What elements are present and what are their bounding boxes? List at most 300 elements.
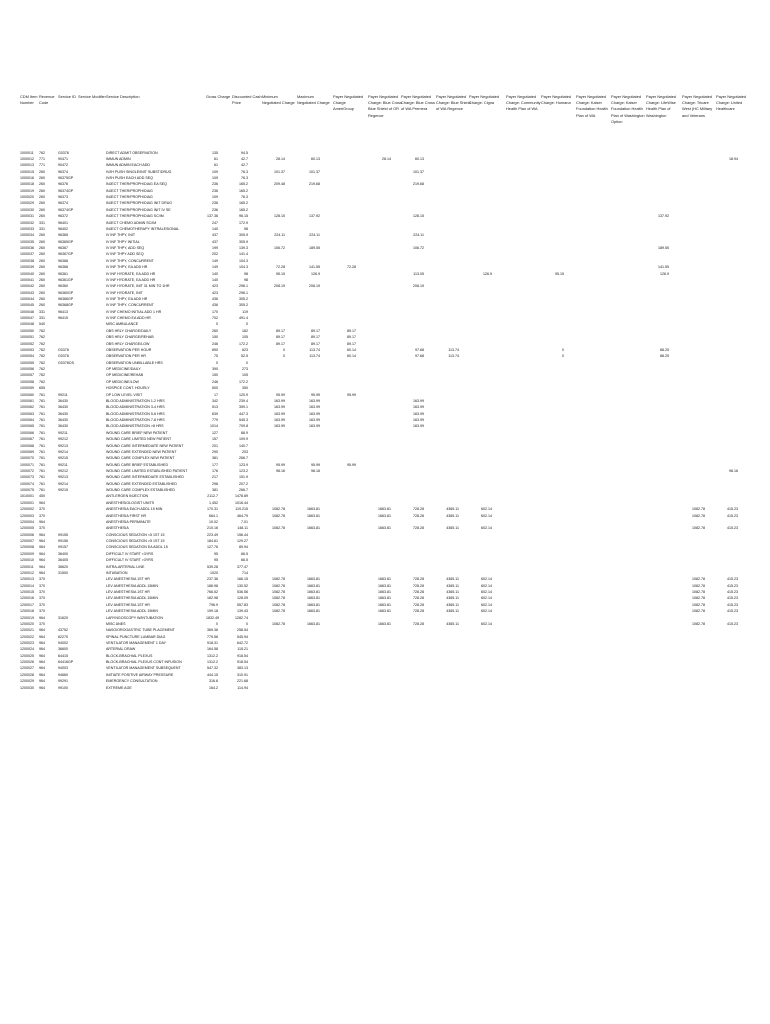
table-cell: 76.3 bbox=[241, 195, 248, 200]
table-cell: 305.2 bbox=[239, 297, 248, 301]
table-cell: 1200005 bbox=[20, 526, 34, 531]
table-cell: 115.21 bbox=[237, 647, 248, 652]
table-cell: 89.94 bbox=[239, 545, 248, 550]
table-cell: 96402 bbox=[58, 226, 68, 231]
table-cell: 64415 bbox=[58, 653, 68, 658]
table-cell: 101.37 bbox=[274, 169, 285, 174]
table-cell: 95.99 bbox=[347, 392, 356, 397]
table-cell: OP MEDICINE/REHAB bbox=[106, 373, 144, 378]
table-cell: 99213 bbox=[58, 443, 68, 448]
table-cell: 260 bbox=[39, 246, 45, 251]
table-cell: 260 bbox=[39, 284, 45, 289]
table-cell: 331 bbox=[39, 316, 45, 321]
table-cell: 1663.81 bbox=[307, 513, 320, 518]
table-cell: 99211 bbox=[58, 392, 68, 397]
table-cell: 96360 bbox=[58, 284, 68, 289]
table-cell: 1200008 bbox=[20, 545, 34, 550]
table-cell: 4365.11 bbox=[446, 507, 459, 512]
column-header-line: Discounted Cash bbox=[232, 94, 262, 99]
table-cell: 163.99 bbox=[413, 405, 424, 410]
table-cell: WOUND CARE INTERMEDIATE ESTABLISHED bbox=[106, 475, 184, 480]
table-cell: 94660 bbox=[58, 672, 68, 677]
table-cell: 119 bbox=[242, 309, 248, 314]
table-cell: 383.13 bbox=[237, 666, 248, 671]
table-cell: 99215 bbox=[58, 456, 68, 461]
table-cell: INJECT THER/PROPH/DIAG INIT DRUG bbox=[106, 201, 173, 206]
table-cell: EXTREME AGE bbox=[106, 685, 132, 690]
column-header-line: Gross Charge bbox=[206, 94, 231, 99]
table-cell: 260 bbox=[39, 182, 45, 187]
table-cell: 370 bbox=[39, 621, 45, 626]
table-cell: 113.05 bbox=[413, 271, 424, 276]
table-cell: 1663.81 bbox=[307, 590, 320, 595]
table-cell: IMMUN ADMIN bbox=[106, 156, 131, 161]
column-header-line: Washington bbox=[646, 112, 667, 118]
table-cell: IV INF THPY, INIT bbox=[106, 233, 136, 238]
table-cell: 1200014 bbox=[20, 583, 34, 588]
table-cell: 370 bbox=[39, 609, 45, 614]
table-cell: 1082.78 bbox=[272, 526, 285, 531]
table-cell: 236 bbox=[212, 201, 218, 206]
table-cell: 99212 bbox=[58, 469, 68, 473]
table-cell: 1200028 bbox=[20, 672, 34, 677]
table-cell: SPINAL PUNCTURE LUMBAR DIAG bbox=[106, 634, 166, 639]
table-cell: 1000060 bbox=[20, 392, 34, 397]
table-cell: OBSERVATION UNBILLABLE HRS bbox=[106, 360, 163, 365]
table-cell: 1000045 bbox=[20, 303, 34, 308]
table-cell: 1010001 bbox=[20, 494, 34, 499]
table-cell: 779.56 bbox=[207, 634, 218, 639]
table-cell: 761 bbox=[39, 475, 45, 480]
table-cell: OBS HRLY CHARGE/REHAB bbox=[106, 335, 154, 340]
table-cell: 1082.78 bbox=[272, 602, 285, 607]
column-header bbox=[232, 94, 262, 106]
table-cell: 113.74 bbox=[309, 347, 320, 352]
table-cell: 359.1 bbox=[239, 405, 248, 410]
table-cell: 1000011 bbox=[20, 150, 34, 155]
table-cell: ANESTHESIA bbox=[106, 526, 129, 531]
table-cell: 182.98 bbox=[207, 596, 218, 601]
table-cell: 1200021 bbox=[20, 628, 34, 633]
table-cell: 96367GP bbox=[58, 252, 74, 257]
table-cell: DIFFICULT IV START >3YRS bbox=[106, 558, 154, 563]
table-cell: 96365GP bbox=[58, 239, 74, 244]
table-cell: 370 bbox=[39, 507, 45, 512]
table-cell: 60.13 bbox=[311, 156, 320, 161]
table-cell: 602.14 bbox=[481, 609, 492, 614]
table-cell: 964 bbox=[39, 519, 45, 524]
column-header-line: Payer Negotiated bbox=[576, 94, 607, 99]
table-cell: 4365.11 bbox=[446, 590, 459, 595]
table-cell: 655 bbox=[39, 386, 45, 391]
column-header-line: Number bbox=[20, 100, 34, 106]
table-cell: 1082.78 bbox=[272, 577, 285, 582]
column-header-line: Charge bbox=[333, 100, 346, 106]
table-cell: 141.55 bbox=[309, 265, 320, 270]
table-cell: EMERGENCY CONSULTATION bbox=[106, 679, 158, 684]
table-cell: 702 bbox=[212, 316, 218, 321]
table-cell: BLOOD ADMINISTRATION 3-4 HRS bbox=[106, 405, 165, 410]
table-cell: 1000037 bbox=[20, 252, 34, 257]
table-cell: NASO/OROGASTRIC TUBE PLACEMENT bbox=[106, 628, 175, 633]
table-cell: 536.56 bbox=[237, 590, 248, 595]
table-cell: 602.14 bbox=[481, 590, 492, 595]
table-cell: 94002 bbox=[58, 640, 68, 645]
table-cell: 1000029 bbox=[20, 201, 34, 206]
table-cell: 104.3 bbox=[239, 258, 248, 263]
table-cell: 96415 bbox=[58, 316, 68, 321]
table-cell: 89.17 bbox=[347, 328, 356, 333]
table-cell: 1000043 bbox=[20, 290, 34, 295]
table-cell: 137.92 bbox=[309, 214, 320, 219]
table-cell: 728.28 bbox=[413, 526, 424, 531]
column-header-line: Negotiated Charge bbox=[297, 100, 330, 106]
table-cell: 602.14 bbox=[481, 507, 492, 512]
table-cell: 123.2 bbox=[239, 469, 248, 473]
table-cell: 370 bbox=[39, 513, 45, 518]
table-cell: 602.14 bbox=[481, 621, 492, 626]
table-cell: 918.54 bbox=[237, 660, 248, 665]
table-cell: 491.4 bbox=[239, 316, 248, 321]
table-cell: 60.14 bbox=[347, 347, 356, 352]
table-cell: 96413 bbox=[58, 309, 68, 314]
table-cell: 728.28 bbox=[413, 590, 424, 595]
table-cell: 260 bbox=[39, 169, 45, 174]
table-cell: 36430 bbox=[58, 411, 68, 416]
table-cell: 150 bbox=[212, 373, 218, 378]
table-cell: 1000065 bbox=[20, 424, 34, 429]
table-cell: 1663.81 bbox=[307, 596, 320, 601]
table-cell: 109 bbox=[212, 169, 218, 174]
table-cell: LEV ANESTHESIA ADDL 15MIN bbox=[106, 596, 158, 601]
table-cell: 219.68 bbox=[413, 182, 424, 187]
table-cell: 98 bbox=[244, 226, 248, 231]
table-cell: 1200006 bbox=[20, 532, 34, 537]
table-cell: 1663.81 bbox=[307, 609, 320, 614]
table-cell: 1200010 bbox=[20, 558, 34, 563]
table-cell: 415.23 bbox=[727, 577, 738, 582]
table-cell: 1200023 bbox=[20, 640, 34, 645]
table-cell: 163.99 bbox=[274, 424, 285, 429]
column-header bbox=[401, 94, 435, 113]
column-header-line: Negotiated Charge bbox=[262, 100, 295, 106]
column-header-line: Code bbox=[39, 100, 49, 106]
table-cell: G0378 bbox=[58, 150, 69, 155]
table-cell: 172.2 bbox=[239, 341, 248, 346]
table-cell: 762 bbox=[39, 367, 45, 372]
table-cell: 761 bbox=[39, 456, 45, 461]
table-cell: 342 bbox=[212, 398, 218, 403]
table-cell: 221.68 bbox=[237, 679, 248, 684]
table-cell: 164.2 bbox=[209, 685, 218, 690]
table-cell: 189.55 bbox=[658, 246, 669, 251]
column-header-line: Revenue bbox=[39, 94, 55, 99]
table-cell: 113.74 bbox=[448, 347, 459, 352]
table-cell: 236 bbox=[212, 207, 218, 212]
table-cell: 28.14 bbox=[276, 156, 285, 161]
table-cell: 1200020 bbox=[20, 621, 34, 626]
table-cell: 602.14 bbox=[481, 513, 492, 518]
table-cell: LEV ANESTHESIA ADDL 15MIN bbox=[106, 583, 158, 588]
table-cell: IV INF THPY INITIAL bbox=[106, 239, 140, 244]
table-cell: 1663.81 bbox=[307, 507, 320, 512]
table-cell: WOUND CARE LIMITED NEW PATIENT bbox=[106, 437, 172, 442]
table-cell: 89.17 bbox=[311, 335, 320, 340]
column-header-line: Maximum bbox=[297, 94, 314, 99]
table-cell: 224.11 bbox=[274, 233, 285, 238]
table-cell: 139.3 bbox=[239, 246, 248, 251]
column-header-line: Price bbox=[232, 100, 241, 106]
table-cell: 90471 bbox=[58, 156, 68, 161]
table-cell: 137.92 bbox=[658, 214, 669, 219]
table-cell: IV INF THPY, ADD SEQ bbox=[106, 246, 145, 251]
table-cell: 1200011 bbox=[20, 564, 34, 569]
table-cell: 43752 bbox=[58, 628, 68, 633]
table-cell: 88.25 bbox=[660, 347, 669, 352]
table-cell: 1000015 bbox=[20, 169, 34, 174]
table-cell: 89.17 bbox=[276, 341, 285, 346]
table-cell: 95.99 bbox=[347, 462, 356, 467]
column-header-line: Payer Negotiated bbox=[333, 94, 364, 99]
table-cell: 602.14 bbox=[481, 583, 492, 588]
table-cell: 166.15 bbox=[237, 577, 248, 582]
table-cell: 163.99 bbox=[274, 405, 285, 410]
column-header-line: Foundation Health bbox=[576, 106, 608, 112]
table-cell: 76.3 bbox=[241, 169, 248, 174]
table-cell: 95.15 bbox=[555, 271, 564, 276]
column-header-line: Payer Negotiated bbox=[716, 94, 747, 99]
table-cell: IV INF HYDRATE, EA ADD HR bbox=[106, 271, 156, 276]
table-cell: INITIATE POSITIVE AIRWAY PRESSURE bbox=[106, 672, 174, 677]
table-cell: LEV ANESTHESIA 1ST HR bbox=[106, 602, 150, 607]
table-cell: 761 bbox=[39, 488, 45, 493]
table-cell: 89.17 bbox=[347, 341, 356, 346]
table-cell: 664.1 bbox=[209, 513, 218, 518]
table-cell: BLOOD ADMINISTRATION 1-2 HRS bbox=[106, 398, 165, 403]
column-header-line: Charge: Tricare bbox=[682, 100, 709, 106]
table-cell: 623 bbox=[242, 347, 248, 352]
table-cell: 165.2 bbox=[239, 182, 248, 187]
column-header-line: Payer Negotiated bbox=[436, 94, 467, 99]
table-cell: 1000071 bbox=[20, 462, 34, 467]
table-cell: 99214 bbox=[58, 449, 68, 454]
table-cell: 4365.11 bbox=[446, 577, 459, 582]
table-cell: 114.94 bbox=[237, 685, 248, 690]
table-cell: 762 bbox=[39, 335, 45, 340]
table-cell: 62270 bbox=[58, 634, 68, 639]
table-cell: 642.72 bbox=[237, 640, 248, 645]
table-cell: 239.4 bbox=[239, 398, 248, 403]
table-cell: INTRA-ARTERIAL LINE bbox=[106, 564, 145, 569]
column-header bbox=[58, 94, 76, 100]
table-cell: 762 bbox=[39, 354, 45, 359]
table-cell: 140.7 bbox=[239, 443, 248, 448]
table-cell: 96401 bbox=[58, 220, 68, 225]
table-cell: INJECT THER/PROPH/DIAG bbox=[106, 195, 153, 200]
table-cell: INJECT THER/PROPH/DIAG SC/IM bbox=[106, 214, 164, 219]
table-cell: 1000070 bbox=[20, 456, 34, 461]
table-cell: 98.16 bbox=[729, 469, 738, 473]
table-cell: 95.99 bbox=[276, 462, 285, 467]
table-cell: 423 bbox=[212, 284, 218, 289]
table-cell: 163.99 bbox=[274, 398, 285, 403]
column-header-line: Plan of Washington bbox=[611, 112, 645, 118]
table-cell: 602.14 bbox=[481, 577, 492, 582]
table-cell: 415.23 bbox=[727, 590, 738, 595]
table-cell: OP LOW LEVEL VISIT bbox=[106, 392, 143, 397]
table-cell: 224.11 bbox=[413, 233, 424, 238]
table-cell: 0 bbox=[216, 322, 218, 327]
table-cell: 728.28 bbox=[413, 609, 424, 614]
table-cell: 415.23 bbox=[727, 596, 738, 601]
table-cell: 761 bbox=[39, 449, 45, 454]
table-cell: 99214 bbox=[58, 481, 68, 486]
table-cell: 557.83 bbox=[237, 602, 248, 607]
table-cell: 377.47 bbox=[237, 564, 248, 569]
table-cell: 163.99 bbox=[413, 418, 424, 423]
table-cell: 4365.11 bbox=[446, 609, 459, 614]
table-cell: 602.14 bbox=[481, 602, 492, 607]
table-cell: 1082.78 bbox=[272, 590, 285, 595]
table-cell: 246 bbox=[212, 341, 218, 346]
table-cell: 72.28 bbox=[276, 265, 285, 270]
table-cell: 130.52 bbox=[237, 583, 248, 588]
table-cell: 237.36 bbox=[207, 577, 218, 582]
column-header-line: Charge: Kaiser bbox=[611, 100, 637, 106]
table-cell: 96365 bbox=[58, 233, 68, 238]
column-header-line: and Veterans bbox=[682, 112, 705, 118]
table-cell: 964 bbox=[39, 685, 45, 690]
column-header-line: of WA Regence bbox=[436, 106, 463, 112]
table-cell: IMMUN ADMIN EACH ADD bbox=[106, 163, 150, 168]
table-cell: 1000054 bbox=[20, 354, 34, 359]
table-cell: 98.16 bbox=[311, 469, 320, 473]
table-cell: 126.9 bbox=[311, 271, 320, 276]
table-cell: 1200029 bbox=[20, 679, 34, 684]
table-cell: 189.55 bbox=[309, 246, 320, 251]
column-header bbox=[20, 94, 38, 106]
table-cell: 296 bbox=[212, 481, 218, 486]
table-cell: WOUND CARE INTERMEDIATE NEW PATIENT bbox=[106, 443, 184, 448]
table-cell: 0 bbox=[246, 360, 248, 365]
table-cell: 1020 bbox=[210, 570, 218, 575]
table-cell: 113.74 bbox=[448, 354, 459, 359]
table-cell: VENTILATOR MANAGEMENT SUBSEQUENT bbox=[106, 666, 181, 671]
table-cell: 513 bbox=[212, 405, 218, 410]
table-cell: BLOCK-BRACHIAL PLEXUS CONT INFUSION bbox=[106, 660, 182, 665]
table-cell: 1000064 bbox=[20, 418, 34, 423]
column-header-line: Blue Shield of OR bbox=[368, 106, 399, 112]
table-cell: 1014 bbox=[210, 424, 218, 429]
table-cell: 1000016 bbox=[20, 175, 34, 180]
table-cell: 96366GP bbox=[58, 297, 74, 301]
table-cell: LARYNGOSCOPY W/INTUBATION bbox=[106, 615, 163, 620]
table-cell: 415.23 bbox=[727, 621, 738, 626]
table-cell: 1663.81 bbox=[378, 609, 391, 614]
table-cell: 415.23 bbox=[727, 507, 738, 512]
table-cell: LEV ANESTHESIA 1ST HR bbox=[106, 577, 150, 582]
column-header-line: Charge: Humana bbox=[541, 100, 571, 106]
table-cell: OP MEDICINE/LOW bbox=[106, 379, 139, 384]
table-cell: 105 bbox=[242, 335, 248, 340]
table-cell: 316.6 bbox=[209, 679, 218, 684]
table-cell: 90472 bbox=[58, 163, 68, 168]
table-cell: 761 bbox=[39, 443, 45, 448]
table-cell: 163.99 bbox=[413, 398, 424, 403]
table-cell: 95.15 bbox=[276, 271, 285, 276]
table-cell: 96.15 bbox=[239, 214, 248, 219]
column-header-line: Health Plan of bbox=[646, 106, 671, 112]
table-cell: LEV ANESTHESIA ADDL 15MIN bbox=[106, 609, 158, 614]
table-cell: 390 bbox=[212, 367, 218, 372]
table-cell: 964 bbox=[39, 628, 45, 633]
table-cell: 217 bbox=[212, 475, 218, 480]
table-cell: 1200003 bbox=[20, 513, 34, 518]
column-header-line: Foundation Health bbox=[611, 106, 643, 112]
table-cell: 97.68 bbox=[415, 354, 424, 359]
table-cell: 163.99 bbox=[274, 411, 285, 416]
table-cell: 96361 bbox=[58, 271, 68, 276]
column-header-line: Payer Negotiated bbox=[401, 94, 432, 99]
table-cell: 1663.81 bbox=[378, 590, 391, 595]
table-cell: 464.79 bbox=[237, 513, 248, 518]
table-cell: 370 bbox=[39, 590, 45, 595]
table-cell: WOUND CARE EXTENDED ESTABLISHED bbox=[106, 481, 178, 486]
table-cell: 1663.81 bbox=[307, 577, 320, 582]
table-cell: 36620 bbox=[58, 564, 68, 569]
table-cell: 95.99 bbox=[276, 392, 285, 397]
table-cell: 771 bbox=[39, 156, 45, 161]
table-cell: 94003 bbox=[58, 666, 68, 671]
table-cell: 1663.81 bbox=[378, 526, 391, 531]
table-cell: IV INF HYDRATE, EA ADD HR bbox=[106, 277, 156, 282]
table-cell: 964 bbox=[39, 545, 45, 550]
table-cell: 157 bbox=[212, 437, 218, 442]
table-cell: 1082.78 bbox=[692, 590, 705, 595]
table-cell: 0 bbox=[246, 322, 248, 327]
table-cell: 766.52 bbox=[207, 590, 218, 595]
table-cell: 761 bbox=[39, 418, 45, 423]
table-cell: HOSPICE CONT. HOURLY bbox=[106, 386, 150, 391]
table-cell: 1000031 bbox=[20, 214, 34, 219]
table-cell: 96374 bbox=[58, 169, 68, 174]
table-cell: 1000020 bbox=[20, 195, 34, 200]
table-cell: WOUND CARE BRIEF NEW PATIENT bbox=[106, 430, 168, 435]
table-cell: 1663.81 bbox=[378, 602, 391, 607]
table-cell: G0378 bbox=[58, 347, 69, 352]
table-cell: 260 bbox=[39, 239, 45, 244]
table-cell: 762 bbox=[39, 360, 45, 365]
table-cell: 99211 bbox=[58, 462, 68, 467]
table-cell: 415.23 bbox=[727, 526, 738, 531]
table-cell: 1000040 bbox=[20, 271, 34, 276]
table-cell: 163.99 bbox=[413, 411, 424, 416]
table-cell: 381 bbox=[212, 488, 218, 493]
table-cell: 305.2 bbox=[239, 303, 248, 308]
table-cell: 1663.81 bbox=[307, 526, 320, 531]
table-cell: 89.17 bbox=[347, 335, 356, 340]
table-cell: 209.48 bbox=[274, 182, 285, 187]
column-header-line: Payer Negotiated bbox=[682, 94, 713, 99]
table-cell: 1082.78 bbox=[692, 609, 705, 614]
table-cell: 89.17 bbox=[311, 328, 320, 333]
table-cell: 1200013 bbox=[20, 577, 34, 582]
table-cell: 964 bbox=[39, 532, 45, 537]
table-cell: 36430 bbox=[58, 418, 68, 423]
table-cell: 60.13 bbox=[415, 156, 424, 161]
table-cell: 890 bbox=[212, 347, 218, 352]
table-cell: 290 bbox=[212, 449, 218, 454]
